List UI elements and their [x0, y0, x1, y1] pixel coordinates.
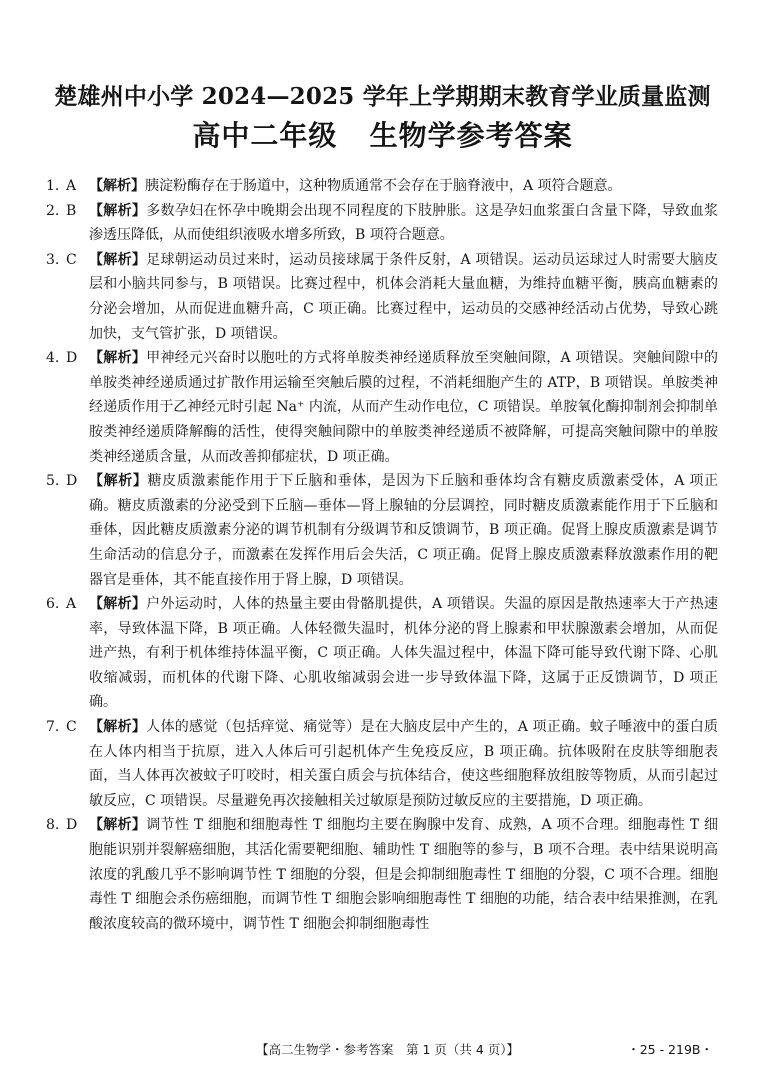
analysis-tag: 【解析】 [89, 202, 147, 219]
answer-letter: C [66, 251, 77, 268]
subject-title: 高中二年级 生物学参考答案 [192, 119, 573, 152]
answer-text: 甲神经元兴奋时以胞吐的方式将单胺类神经递质释放至突触间隙，A 项错误。突触间隙中的单胺类神经递质通过扩散作用运输至突触后膜的过程，不消耗细胞产生的 ATP，B 项错误。单胺类神经递质作用于乙神经元时引起 Na⁺ 内流，从而产生动作电位，C 项错误。单胺氧化酶抑制剂会抑制单胺类神经递质降解酶的活性，使得突触间隙中的单胺类神经递质不被降解，可提高突触间隙中的单胺类神经递质含量，从而改善抑郁症状，D 项正确。 [89, 350, 719, 465]
answer-letter: D [66, 350, 78, 367]
answer-text: 足球朝运动员过来时，运动员接球属于条件反射，A 项错误。运动员运球过人时需要大脑皮层和小脑共同参与，B 项错误。比赛过程中，机体会消耗大量血糖，为维持血糖平衡，胰高血糖素的分泌会增加，从而促进血糖升高，C 项正确。比赛过程中，运动员的交感神经活动占优势，导致心跳加快，支气管扩张，D 项错误。 [89, 251, 719, 342]
question-number: 1. [46, 178, 60, 194]
question-number: 3. [46, 251, 60, 268]
answer-body [89, 346, 718, 469]
answer-body [89, 469, 718, 592]
answer-body [89, 248, 718, 346]
analysis-tag: 【解析】 [89, 719, 147, 736]
answer-body [89, 174, 718, 199]
question-number: 7. [46, 719, 60, 736]
answer-letter: D [66, 817, 78, 834]
answer-text: 多数孕妇在怀孕中晚期会出现不同程度的下肢肿胀。这是孕妇血浆蛋白含量下降，导致血浆渗透压降低，从而使组织液吸水增多所致，B 项符合题意。 [89, 202, 719, 244]
answer-item [46, 592, 718, 715]
page-footer: 【高二生物学・参考答案 第 1 页（共 4 页）】 [256, 1042, 520, 1057]
answer-body [89, 199, 718, 248]
answer-body [89, 715, 718, 813]
answer-letter: A [66, 178, 77, 194]
answer-letter: D [66, 473, 78, 490]
analysis-tag: 【解析】 [89, 596, 147, 613]
answer-item [46, 346, 718, 469]
answer-item [46, 715, 718, 813]
answer-list [46, 174, 718, 936]
answer-letter: A [66, 596, 77, 613]
answer-letter: B [66, 202, 77, 219]
answer-item [46, 813, 718, 936]
analysis-tag: 【解析】 [89, 350, 147, 367]
answer-body [89, 592, 718, 715]
answer-item [46, 469, 718, 592]
question-number: 5. [46, 473, 60, 490]
analysis-tag: 【解析】 [89, 251, 147, 268]
answer-letter: C [66, 719, 77, 736]
question-number: 8. [46, 817, 60, 834]
answer-text: 调节性 T 细胞和细胞毒性 T 细胞均主要在胸腺中发育、成熟，A 项不合理。细胞毒性 T 细胞能识别并裂解癌细胞，其活化需要靶细胞、辅助性 T 细胞等的参与，B 项不合理。表中结果说明高浓度的乳酸几乎不影响调节性 T 细胞的分裂，但是会抑制细胞毒性 T 细胞的分裂，C 项不合理。细胞毒性 T 细胞会杀伤癌细胞，而调节性 T 细胞会影响细胞毒性 T 细胞的功能，结合表中结果推测，在乳酸浓度较高的微环境中，调节性 T 细胞会抑制细胞毒性 [89, 817, 719, 932]
analysis-tag: 【解析】 [89, 817, 147, 834]
answer-item [46, 248, 718, 346]
answer-text: 胰淀粉酶存在于肠道中，这种物质通常不会存在于脑脊液中，A 项符合题意。 [145, 178, 622, 194]
exam-title: 楚雄州中小学 2024—2025 学年上学期期末教育学业质量监测 [54, 83, 711, 110]
question-number: 4. [46, 350, 60, 367]
answer-item [46, 174, 718, 199]
question-number: 6. [46, 596, 60, 613]
answer-item [46, 199, 718, 248]
question-number: 2. [46, 202, 60, 219]
answer-body [89, 813, 718, 936]
document-code: ・25 - 219B・ [627, 1042, 713, 1057]
answer-text: 人体的感觉（包括痒觉、痛觉等）是在大脑皮层中产生的，A 项正确。蚊子唾液中的蛋白质在人体内相当于抗原，进入人体后可引起机体产生免疫反应，B 项正确。抗体吸附在皮肤等细胞表面，当人体再次被蚊子叮咬时，相关蛋白质会与抗体结合，使这些细胞释放组胺等物质，从而引起过敏反应，C 项错误。尽量避免再次接触相关过敏原是预防过敏反应的主要措施，D 项正确。 [89, 719, 719, 809]
analysis-tag: 【解析】 [89, 473, 148, 490]
answer-text: 糖皮质激素能作用于下丘脑和垂体，是因为下丘脑和垂体均含有糖皮质激素受体，A 项正确。糖皮质激素的分泌受到下丘脑—垂体—肾上腺轴的分层调控，同时糖皮质激素能作用于下丘脑和垂体，因此糖皮质激素分泌的调节机制有分级调节和反馈调节，B 项正确。促肾上腺皮质激素是调节生命活动的信息分子，而激素在发挥作用后会失活，C 项正确。促肾上腺皮质激素释放激素作用的靶器官是垂体，其不能直接作用于肾上腺，D 项错误。 [89, 473, 719, 588]
analysis-tag: 【解析】 [89, 178, 145, 194]
answer-text: 户外运动时，人体的热量主要由骨骼肌提供，A 项错误。失温的原因是散热速率大于产热速率，导致体温下降，B 项正确。人体轻微失温时，机体分泌的肾上腺素和甲状腺激素会增加，从而促进产热，有利于机体维持体温平衡，C 项正确。人体失温过程中，体温下降可能导致代谢下降、心肌收缩减弱，而机体的代谢下降、心肌收缩减弱会进一步导致体温下降，这属于正反馈调节，D 项正确。 [89, 596, 719, 711]
